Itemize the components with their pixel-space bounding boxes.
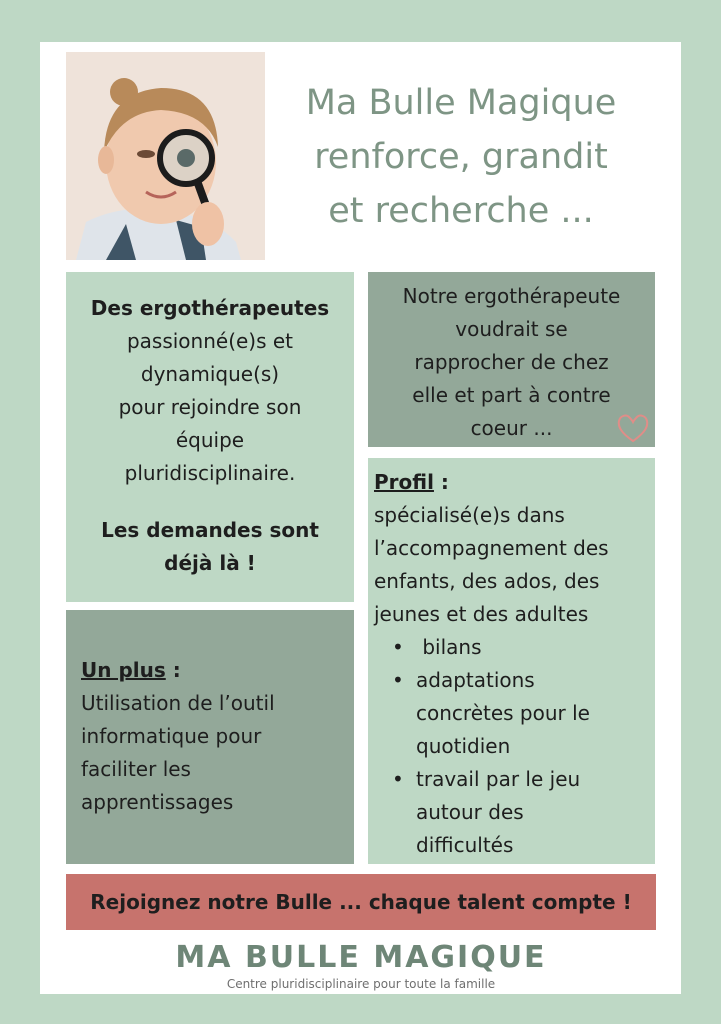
bonus-heading [81, 654, 354, 687]
headline [275, 76, 647, 238]
profile-line: spécialisé(e)s dans [374, 503, 565, 527]
context-line: voudrait se [455, 317, 568, 341]
offer-emphasis: Les demandes sont [101, 518, 319, 542]
child-magnifier-photo [66, 52, 265, 260]
bullet-line: autour des [416, 800, 524, 824]
profile-bullet [416, 664, 655, 763]
brand-tagline: Centre pluridisciplinaire pour toute la famille [226, 977, 496, 991]
offer-box [66, 272, 354, 602]
headline-line: renforce, grandit [314, 137, 608, 177]
profile-line: l’accompagnement des [374, 536, 609, 560]
bonus-line: faciliter les [81, 757, 191, 781]
call-to-action-banner: Rejoignez notre Bulle ... chaque talent compte ! [66, 874, 656, 930]
context-line: Notre ergothérapeute [402, 284, 621, 308]
bullet-line: concrètes pour le [416, 701, 590, 725]
bullet-line: difficultés [416, 833, 514, 857]
headline-line: et recherche ... [328, 191, 594, 231]
bonus-title: Un plus [81, 658, 166, 682]
profile-line: jeunes et des adultes [374, 602, 589, 626]
context-box [368, 272, 655, 447]
brand-logo-text: MA BULLE MAGIQUE [175, 940, 547, 975]
bonus-box [66, 610, 354, 864]
heart-icon [616, 412, 650, 444]
profile-bullet-list [374, 631, 655, 862]
bonus-line: Utilisation de l’outil [81, 691, 275, 715]
profile-line: enfants, des ados, des [374, 569, 600, 593]
context-line: coeur ... [470, 416, 553, 440]
bonus-line: informatique pour [81, 724, 262, 748]
offer-line: pour rejoindre son [118, 395, 302, 419]
offer-title: Des ergothérapeutes [90, 296, 330, 320]
offer-line: équipe [175, 428, 245, 452]
context-line: elle et part à contre [412, 383, 611, 407]
profile-bullet [416, 763, 655, 862]
headline-line: Ma Bulle Magique [305, 83, 617, 123]
profile-title: Profil [374, 470, 434, 494]
profile-title-suffix: : [433, 470, 449, 494]
offer-line: dynamique(s) [140, 362, 280, 386]
offer-line: passionné(e)s et [126, 329, 294, 353]
bullet-line: • adaptations [416, 668, 535, 692]
profile-heading [374, 466, 655, 499]
bonus-title-suffix: : [165, 658, 181, 682]
bullet-line: quotidien [416, 734, 511, 758]
context-line: rapprocher de chez [414, 350, 609, 374]
bullet-line: • travail par le jeu [416, 767, 581, 791]
profile-box [368, 458, 655, 864]
offer-emphasis: déjà là ! [164, 551, 256, 575]
offer-line: pluridisciplinaire. [124, 461, 296, 485]
bonus-line: apprentissages [81, 790, 234, 814]
profile-bullet [416, 631, 655, 664]
bullet-line: • bilans [416, 635, 482, 659]
